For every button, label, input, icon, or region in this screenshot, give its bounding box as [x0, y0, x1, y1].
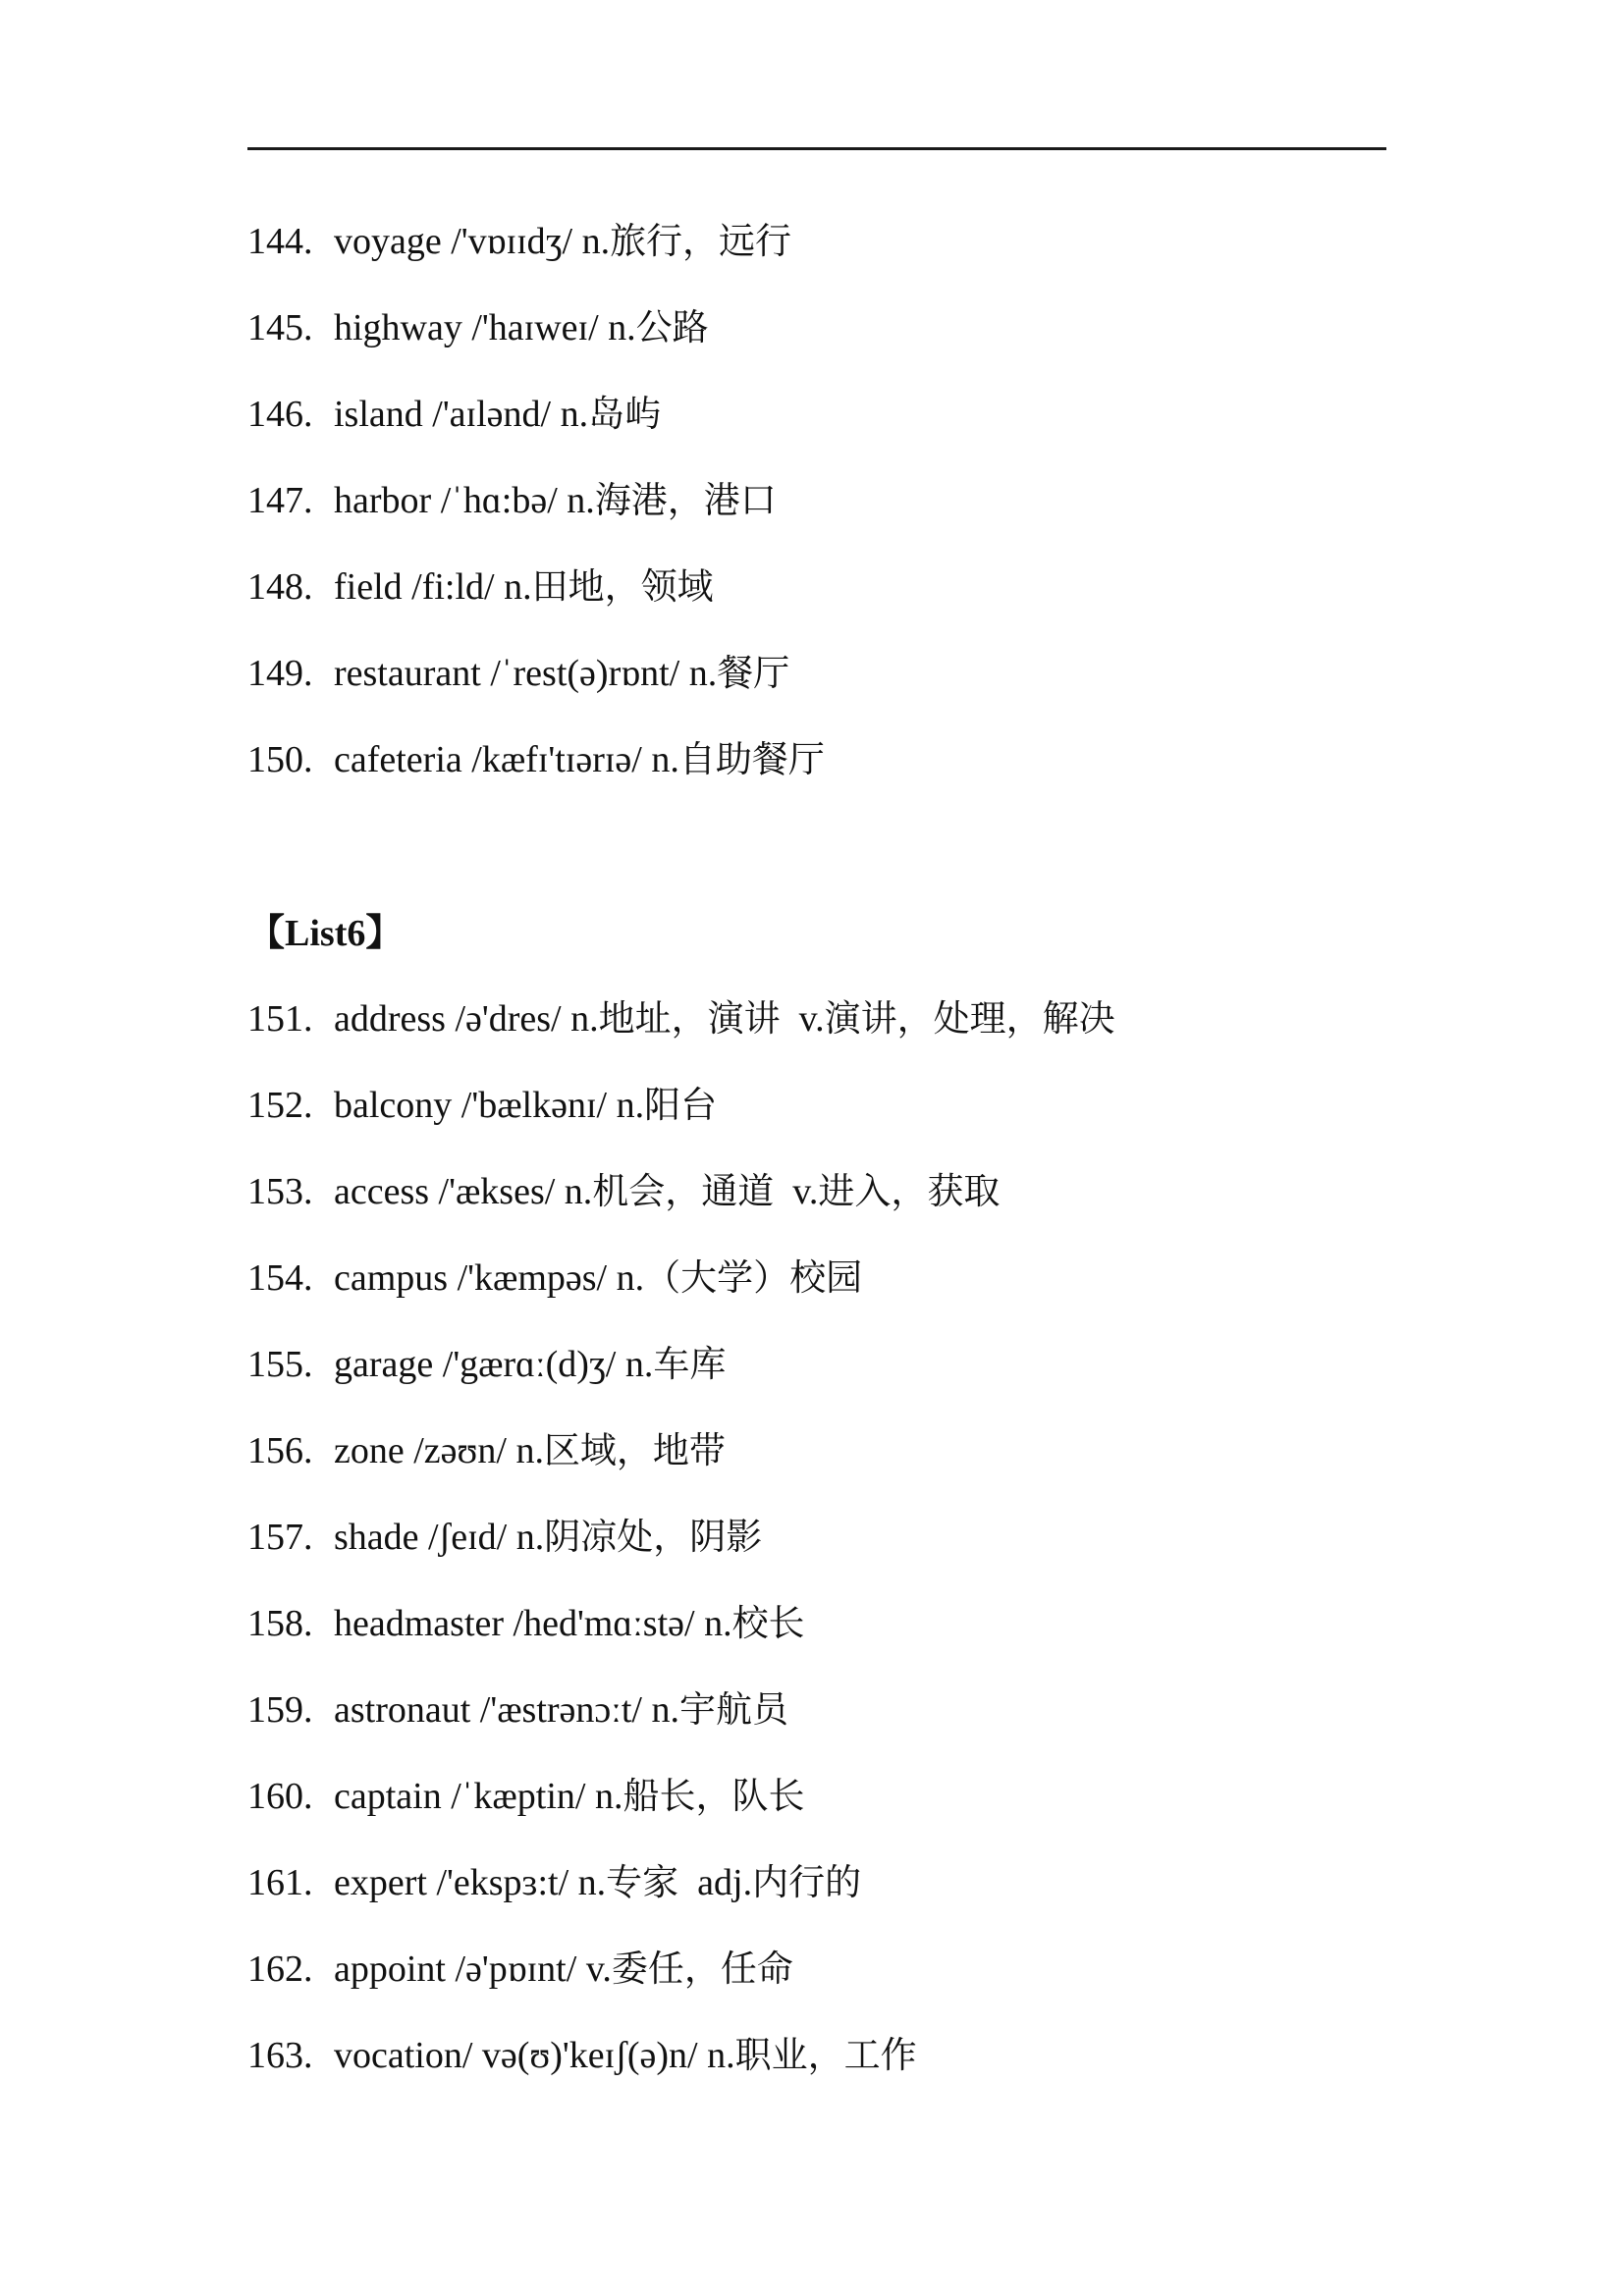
entry-phonetic: /'vɒɪɪdʒ/: [451, 221, 573, 262]
entry-phonetic: /'aɪlənd/: [432, 394, 552, 435]
entry-word: island: [334, 394, 423, 435]
entry-phonetic: /fi:ld/: [411, 566, 495, 608]
vocab-entry: [247, 471, 777, 530]
entry-word: voyage: [334, 221, 442, 262]
list-heading: [247, 903, 403, 962]
vocab-entry: [247, 385, 661, 444]
vocab-entry: [247, 558, 714, 616]
entry-pos: n.: [651, 739, 679, 780]
vocab-entry: [247, 1508, 762, 1567]
vocab-entry: [247, 730, 825, 789]
entry-meaning: 委任，任命: [611, 1948, 793, 1990]
entry-pos: n.: [688, 653, 718, 694]
vocab-entry: [247, 1335, 726, 1394]
entry-meaning: 阳台: [644, 1084, 718, 1126]
entry-meaning: 区域，地带: [543, 1429, 726, 1471]
entry-meaning: 宇航员: [678, 1688, 788, 1731]
entry-word: access: [334, 1171, 430, 1212]
entry-phonetic: və(ʊ)'keɪʃ(ə)n/: [481, 2035, 698, 2076]
entry-pos: n.: [515, 1517, 545, 1558]
top-rule: [247, 147, 1386, 150]
entry-word: highway: [334, 307, 462, 348]
entry-number: 154.: [247, 1257, 313, 1299]
entry-phonetic: /'kæmpəs/: [457, 1257, 608, 1299]
entry-meaning-2: 演讲，处理，解决: [824, 997, 1115, 1040]
entry-number: 148.: [247, 566, 313, 608]
entry-phonetic: /'æstrənɔːt/: [479, 1689, 642, 1731]
entry-phonetic: /'bælkənɪ/: [460, 1085, 608, 1126]
entry-meaning: 机会，通道: [592, 1170, 775, 1212]
vocab-entry: [247, 2026, 917, 2085]
entry-phonetic: /ə'dres/: [455, 998, 562, 1040]
entry-pos-2: v.: [798, 998, 825, 1040]
entry-phonetic: /kæfɪ'tɪərɪə/: [471, 739, 642, 780]
entry-word: expert: [334, 1862, 427, 1903]
entry-pos: n.: [651, 1689, 679, 1731]
vocab-entry: [247, 1681, 788, 1739]
entry-meaning: 地址，演讲: [598, 997, 781, 1040]
entry-pos: n.: [616, 1257, 645, 1299]
entry-pos: n.: [504, 566, 532, 608]
entry-word: captain: [334, 1776, 442, 1817]
entry-meaning: 田地，领域: [531, 565, 714, 608]
entry-word: address: [334, 998, 446, 1040]
entry-meaning: （大学）校园: [644, 1256, 863, 1299]
entry-number: 159.: [247, 1689, 313, 1731]
entry-pos: n.: [608, 307, 636, 348]
entry-pos: n.: [616, 1085, 645, 1126]
entry-word: field: [334, 566, 403, 608]
entry-pos: n.: [564, 1171, 593, 1212]
vocab-entry: [247, 212, 791, 271]
entry-meaning-2: 进入，获取: [818, 1170, 1001, 1212]
entry-pos: n.: [515, 1430, 544, 1471]
entry-number: 158.: [247, 1603, 313, 1644]
entry-phonetic: /ə'pɒɪnt/: [455, 1949, 577, 1990]
entry-number: 149.: [247, 653, 313, 694]
entry-pos-2: v.: [792, 1171, 819, 1212]
entry-word: harbor: [334, 480, 432, 521]
entry-word: headmaster: [334, 1603, 505, 1644]
entry-pos: n.: [577, 1862, 607, 1903]
entry-word: shade: [334, 1517, 419, 1558]
entry-meaning: 校长: [731, 1602, 805, 1644]
entry-word: garage: [334, 1344, 434, 1385]
entry-meaning: 自助餐厅: [678, 738, 825, 780]
vocab-entry: [247, 989, 1115, 1048]
entry-meaning: 专家: [606, 1861, 679, 1903]
entry-number: 160.: [247, 1776, 313, 1817]
vocab-entry: [247, 1162, 1000, 1221]
entry-pos-2: adj.: [697, 1862, 753, 1903]
entry-number: 145.: [247, 307, 313, 348]
entry-phonetic: /hed'mɑːstə/: [513, 1603, 695, 1644]
entry-pos: n.: [624, 1344, 654, 1385]
vocab-entry: [247, 1421, 726, 1480]
vocab-entry: [247, 1767, 804, 1826]
entry-number: 146.: [247, 394, 313, 435]
entry-meaning: 船长，队长: [623, 1775, 805, 1817]
entry-meaning: 车库: [653, 1343, 727, 1385]
entry-number: 157.: [247, 1517, 313, 1558]
entry-phonetic: /'ækses/: [438, 1171, 556, 1212]
entry-number: 163.: [247, 2035, 313, 2076]
entry-word: campus: [334, 1257, 449, 1299]
entry-meaning: 阴凉处，阴影: [544, 1516, 763, 1558]
entry-pos: n.: [707, 2035, 735, 2076]
vocab-entry: [247, 644, 789, 703]
heading-open-bracket: 【: [247, 911, 286, 954]
entry-phonetic: /'haɪweɪ/: [471, 307, 599, 348]
entry-meaning: 旅行，远行: [610, 220, 792, 262]
vocab-entry: [247, 298, 709, 357]
entry-word: balcony: [334, 1085, 453, 1126]
entry-phonetic: /'gærɑː(d)ʒ/: [442, 1344, 617, 1385]
entry-phonetic: /'ekspɜ:t/: [436, 1862, 569, 1903]
vocab-entry: [247, 1594, 805, 1653]
entry-number: 162.: [247, 1949, 313, 1990]
entry-pos: v.: [585, 1949, 612, 1990]
entry-meaning-2: 内行的: [752, 1861, 862, 1903]
entry-meaning: 公路: [635, 306, 709, 348]
entry-word: zone: [334, 1430, 405, 1471]
entry-pos: n.: [560, 394, 589, 435]
entry-word: restaurant: [334, 653, 481, 694]
entry-number: 147.: [247, 480, 313, 521]
entry-word: vocation/: [334, 2035, 473, 2076]
entry-meaning: 餐厅: [717, 652, 790, 694]
entry-meaning: 岛屿: [588, 393, 662, 435]
entry-meaning: 职业，工作: [734, 2034, 917, 2076]
entry-phonetic: /ˈkæptin/: [451, 1776, 586, 1817]
entry-phonetic: /ˈhɑ:bə/: [440, 480, 558, 521]
vocab-entry: [247, 1076, 717, 1135]
entry-number: 156.: [247, 1430, 313, 1471]
entry-pos: n.: [570, 998, 599, 1040]
heading-close-bracket: 】: [365, 911, 404, 954]
entry-number: 151.: [247, 998, 313, 1040]
entry-meaning: 海港，港口: [594, 479, 777, 521]
entry-number: 153.: [247, 1171, 313, 1212]
vocab-entry: [247, 1940, 793, 1999]
entry-number: 152.: [247, 1085, 313, 1126]
entry-word: cafeteria: [334, 739, 462, 780]
heading-title: List6: [285, 913, 366, 954]
entry-number: 161.: [247, 1862, 313, 1903]
entry-word: appoint: [334, 1949, 446, 1990]
entry-number: 155.: [247, 1344, 313, 1385]
entry-phonetic: /ˈrest(ə)rɒnt/: [490, 653, 680, 694]
entry-number: 144.: [247, 221, 313, 262]
entry-pos: n.: [567, 480, 595, 521]
entry-phonetic: /zəʊn/: [413, 1430, 507, 1471]
entry-word: astronaut: [334, 1689, 471, 1731]
vocab-entry: [247, 1249, 862, 1308]
entry-number: 150.: [247, 739, 313, 780]
entry-phonetic: /ʃeɪd/: [428, 1517, 508, 1558]
entry-pos: n.: [594, 1776, 623, 1817]
entry-pos: n.: [581, 221, 611, 262]
entry-pos: n.: [704, 1603, 732, 1644]
vocab-entry: [247, 1853, 861, 1912]
